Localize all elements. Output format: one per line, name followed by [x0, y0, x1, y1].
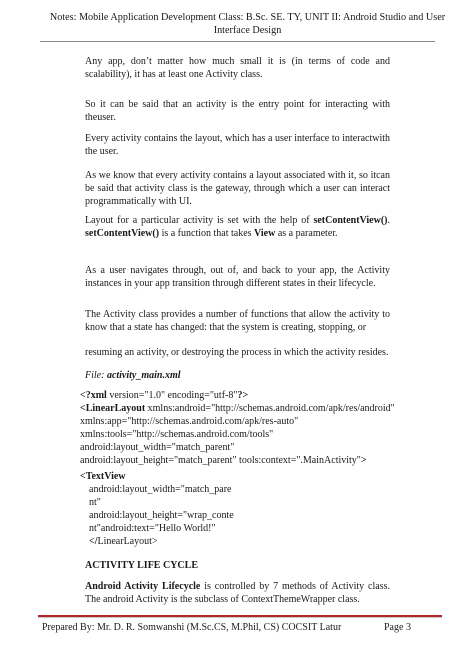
file-label: [85, 369, 390, 382]
view-keyword: View: [254, 228, 276, 240]
code-xml-open: <?xml: [80, 390, 107, 401]
code-line-layout-height: [80, 454, 367, 467]
code-layout-height-attrs: android:layout_height="match_parent" tools:context=".MainActivity": [80, 455, 361, 466]
section-heading-activity-life-cycle: ACTIVITY LIFE CYCLE: [85, 560, 198, 571]
code-close-slash: </: [89, 536, 98, 547]
lifecycle-bold-term: Android Activity Lifecycle: [85, 581, 201, 592]
paragraph-entry-point: So it can be said that an activity is the entry point for interacting with theuser.: [85, 99, 390, 124]
page-header: [40, 11, 455, 37]
code-layout-close: >: [360, 455, 367, 466]
code-line-xml-declaration: [80, 389, 248, 402]
header-line-2: Interface Design: [213, 25, 282, 36]
code-linearlayout-ns: xmlns:android="http://schemas.android.com/apk/res/android": [145, 403, 395, 414]
code-line-layout-width: android:layout_width="match_parent": [80, 442, 235, 453]
setcontentview-end: as a parameter.: [277, 228, 338, 240]
paragraph-activity-functions: The Activity class provides a number of functions that allow the activity to know that a state has changed: that the system is creating, stopping, or: [85, 309, 390, 334]
header-line-1: Notes: Mobile Application Development Class: B.Sc. SE. TY, UNIT II: Android Studio and User: [49, 12, 446, 23]
code-line-textview-width-2: nt": [89, 497, 101, 508]
lifecycle-text: is controlled by 7 methods of Activity class. The android Activity is the subclass of ContextThemeWrapper class.: [85, 581, 390, 606]
paragraph-app-activity: Any app, don’t matter how much small it is (in terms of code and scalability), it has at least one Activity class.: [85, 56, 390, 81]
code-line-linearlayout: [80, 402, 395, 415]
code-line-textview-height-2: nt"android:text="Hello World!": [89, 523, 216, 534]
setcontentview-code-2: setContentView(): [85, 228, 160, 240]
code-line-textview-width-1: android:layout_width="match_pare: [89, 484, 232, 495]
paragraph-gateway: As we know that every activity contains a layout associated with it, so itcan be said that activity class is the gateway, through which a user can interact programmatically with UI.: [85, 170, 390, 208]
code-xml-attrs: version="1.0" encoding="utf-8": [106, 390, 238, 401]
paragraph-lifecycle-states: As a user navigates through, out of, and back to your app, the Activity instances in your app transition through different states in their lifecycle.: [85, 265, 390, 290]
footer-rule-shadow: [38, 617, 442, 618]
paragraph-layout: Every activity contains the layout, which has a user interface to interactwith the user.: [85, 133, 390, 158]
code-line-xmlns-app: xmlns:app="http://schemas.android.com/apk/res-auto": [80, 416, 299, 427]
setcontentview-desc: is a function that takes: [161, 228, 252, 240]
file-label-prefix: File:: [85, 370, 105, 381]
code-line-xmlns-tools: xmlns:tools="http://schemas.android.com/tools": [80, 429, 274, 440]
paragraph-activity-resuming: resuming an activity, or destroying the process in which the activity resides.: [85, 347, 389, 358]
paragraph-lifecycle-intro: [85, 580, 390, 606]
code-close-tag: LinearLayout>: [97, 536, 158, 547]
file-name: activity_main.xml: [106, 370, 181, 381]
code-linearlayout-tag: <LinearLayout: [80, 403, 146, 414]
code-line-linearlayout-close: [80, 535, 158, 548]
setcontentview-intro: Layout for a particular activity is set with the help of: [85, 215, 310, 226]
code-line-textview-height-1: android:layout_height="wrap_conte: [89, 510, 234, 521]
code-xml-close: ?>: [237, 390, 249, 401]
setcontentview-code-1: setContentView(): [313, 215, 388, 226]
paragraph-setcontentview: Layout for a particular activity is set with the help of setContentView(). setContentView() is a function that takes View as a parameter.: [85, 215, 391, 240]
header-rule: [40, 41, 435, 42]
footer-author: Prepared By: Mr. D. R. Somwanshi (M.Sc.CS, M.Phil, CS) COCSIT Latur: [42, 622, 342, 633]
footer-page-number: Page 3: [384, 622, 411, 633]
code-line-textview: <TextView: [80, 471, 126, 482]
